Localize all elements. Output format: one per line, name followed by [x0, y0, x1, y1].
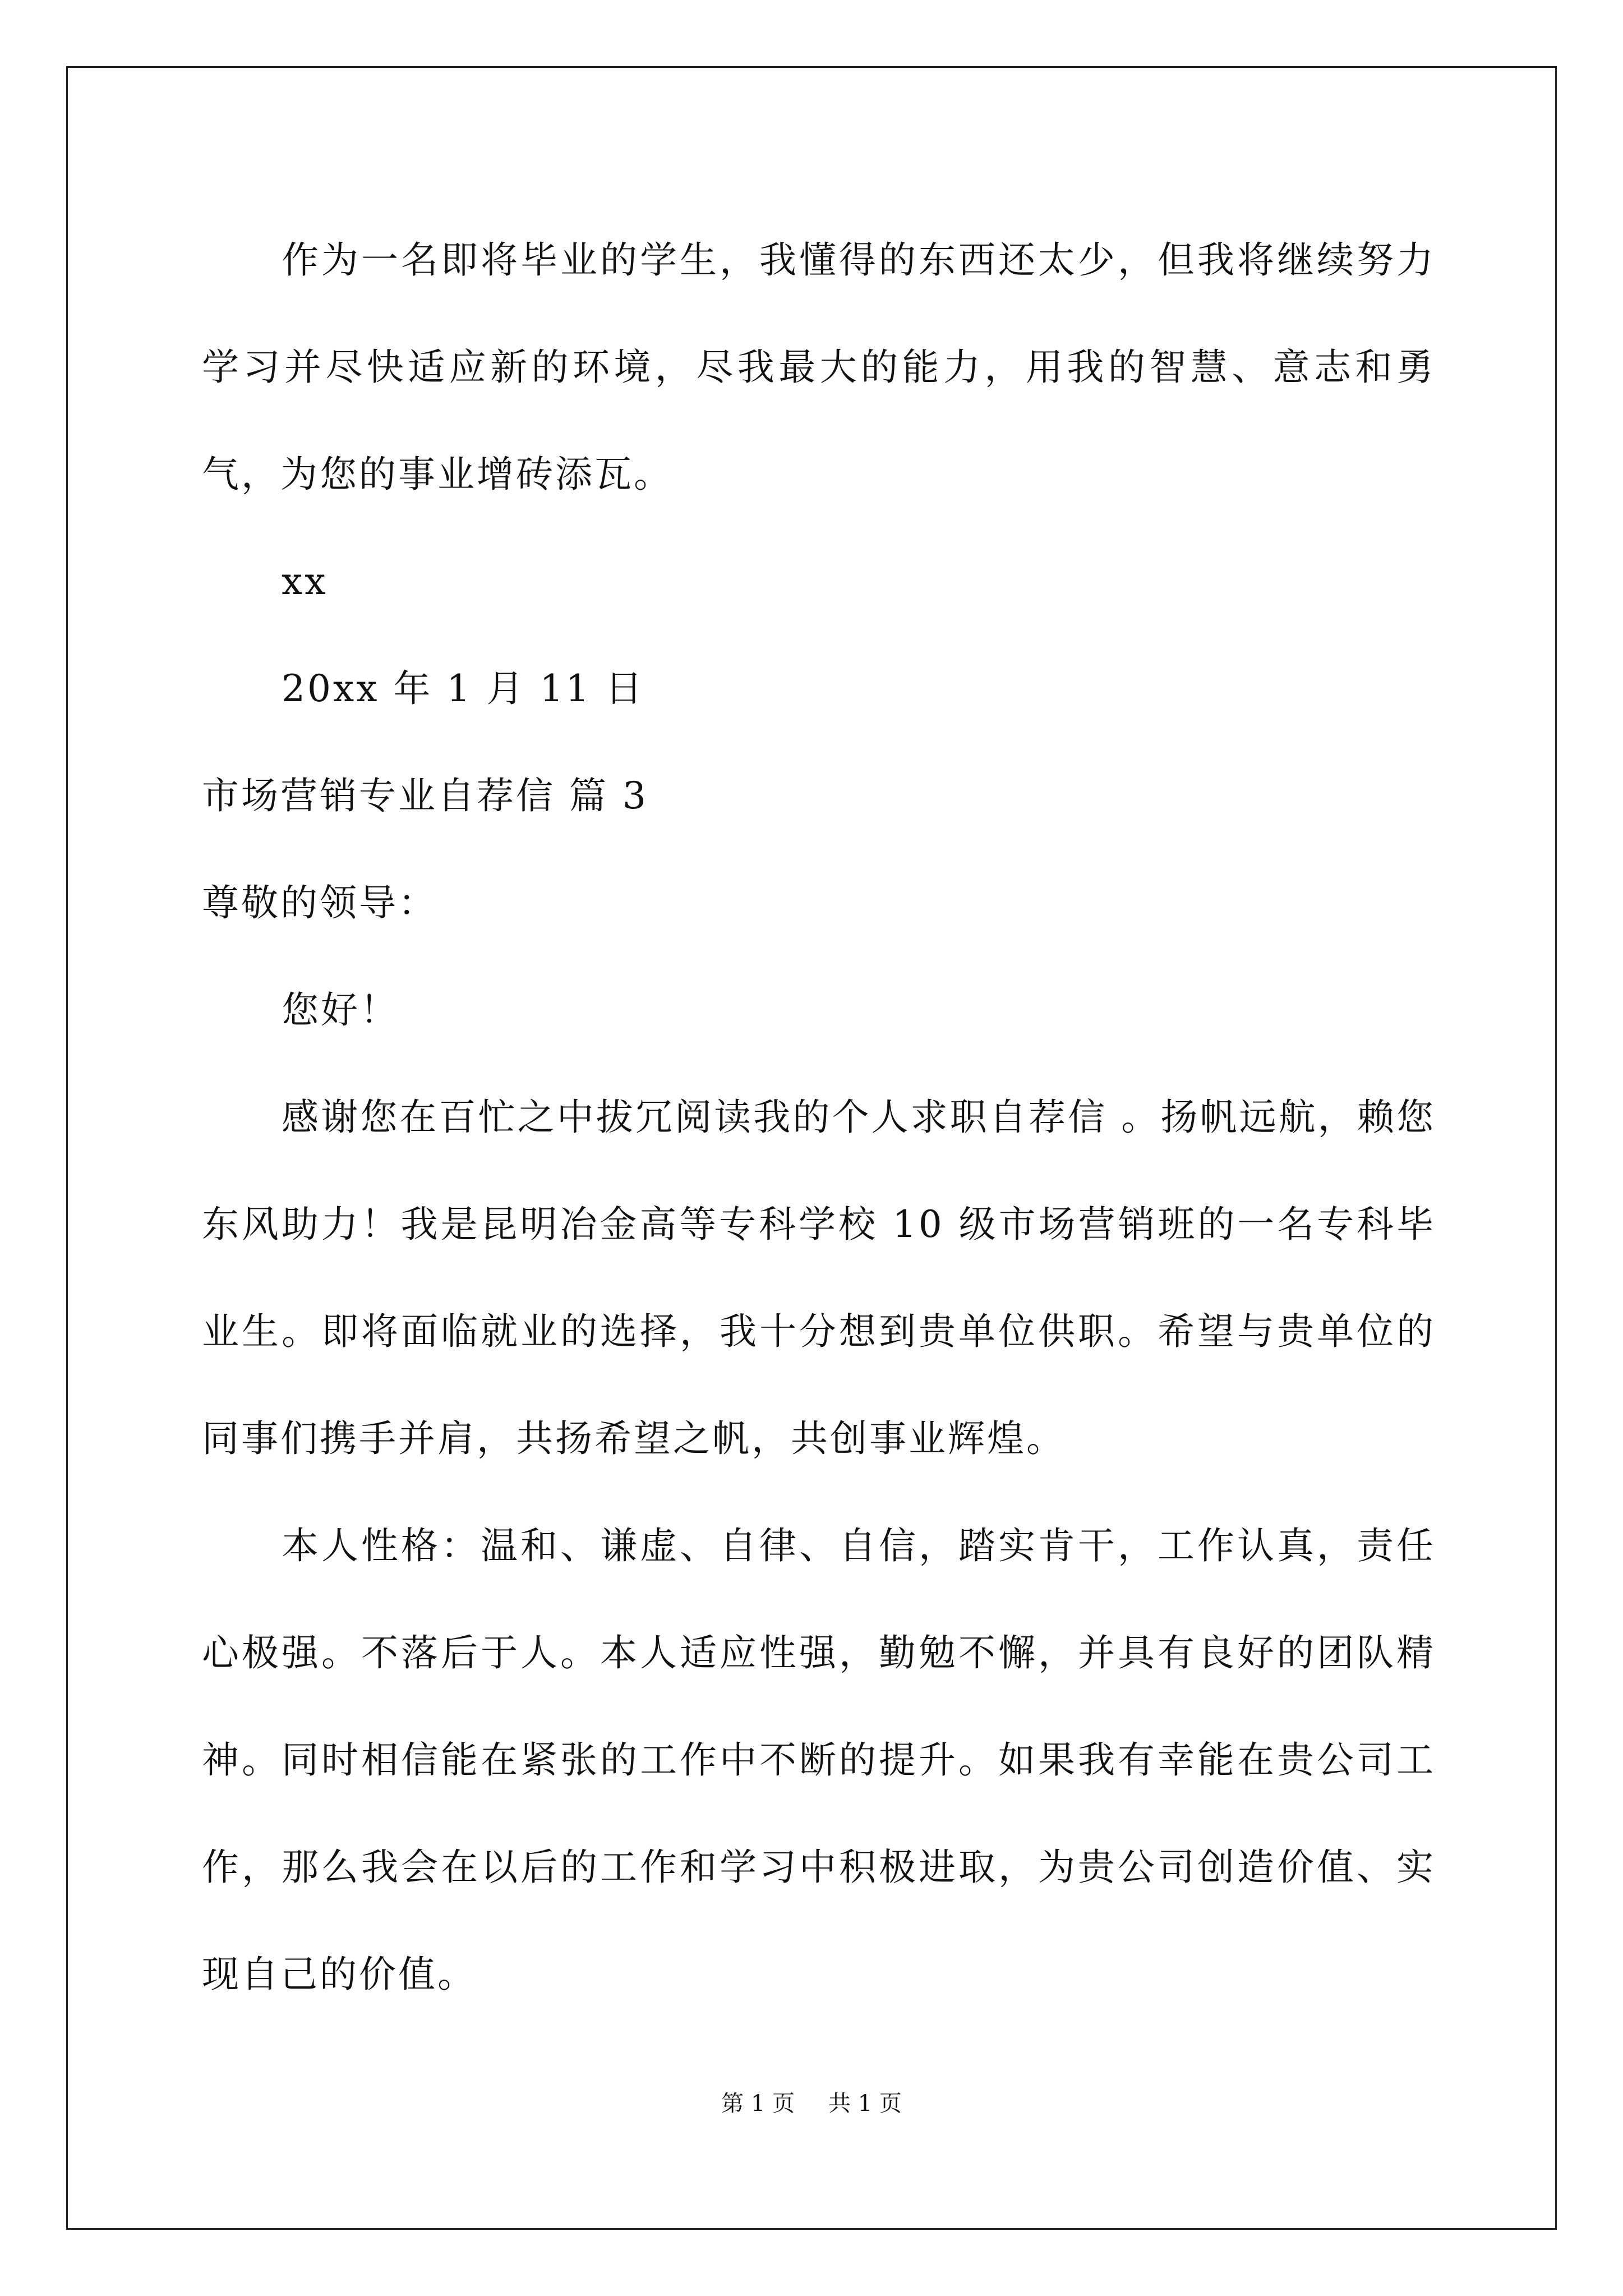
page-number: 第 1 页 [721, 2091, 795, 2116]
signature-date: 20xx 年 1 月 11 日 [282, 667, 645, 710]
section-title: 市场营销专业自荐信 篇 3 [202, 774, 648, 817]
salutation: 尊敬的领导： [202, 881, 437, 924]
signature-name: xx [282, 560, 328, 603]
paragraph-personality: 本人性格：温和、谦虚、自律、自信，踏实肯干，工作认真，责任心极强。不落后于人。本人适应性强，勤勉不懈，并具有良好的团队精神。同时相信能在紧张的工作中不断的提升。如果我有幸能在贵公司工作，那么我会在以后的工作和学习中积极进取，为贵公司创造价值、实现自己的价值。 [202, 1524, 1436, 1996]
greeting: 您好！ [282, 988, 399, 1032]
document-body [202, 206, 1436, 2028]
paragraph-closing: 作为一名即将毕业的学生，我懂得的东西还太少，但我将继续努力学习并尽快适应新的环境，尽我最大的能力，用我的智慧、意志和勇气，为您的事业增砖添瓦。 [202, 238, 1436, 496]
paragraph-intro: 感谢您在百忙之中拔冗阅读我的个人求职自荐信 。扬帆远航，赖您东风助力！我是昆明冶金高等专科学校 10 级市场营销班的一名专科毕业生。即将面临就业的选择，我十分想到贵单位供职。希望与贵单位的同事们携手并肩，共扬希望之帆，共创事业辉煌。 [202, 1096, 1436, 1460]
page-footer [0, 2087, 1623, 2120]
page-total: 共 1 页 [828, 2091, 902, 2116]
